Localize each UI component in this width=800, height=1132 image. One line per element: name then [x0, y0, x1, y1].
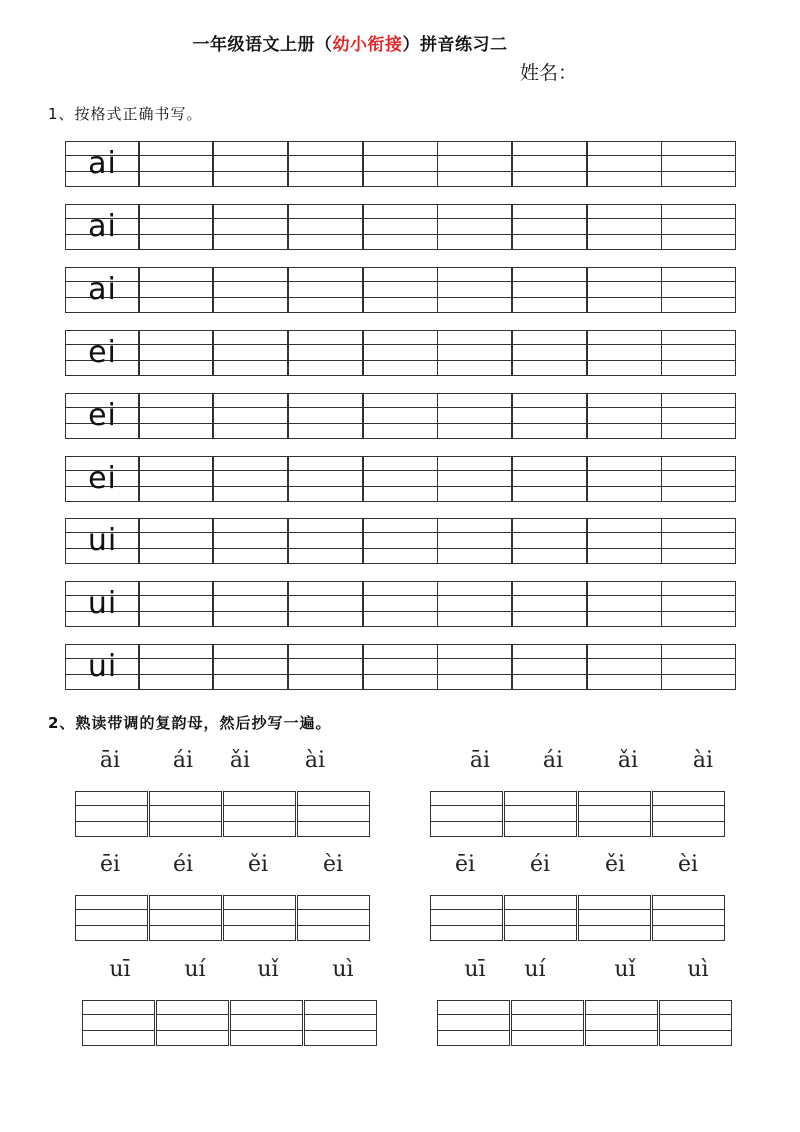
writing-cell[interactable]: [363, 581, 438, 627]
writing-cell[interactable]: [288, 267, 363, 313]
copy-writing-cell[interactable]: [430, 791, 503, 837]
writing-cell[interactable]: [437, 581, 512, 627]
writing-cell[interactable]: [512, 204, 587, 250]
model-pinyin: ai: [88, 146, 117, 181]
writing-cell[interactable]: [437, 141, 512, 187]
writing-row: [65, 267, 737, 313]
writing-cell[interactable]: [138, 456, 213, 502]
writing-cell[interactable]: [138, 330, 213, 376]
tone-pinyin-label: éi: [529, 852, 551, 877]
writing-cell[interactable]: [213, 456, 288, 502]
writing-cell[interactable]: [138, 581, 213, 627]
copy-writing-cell[interactable]: [75, 791, 148, 837]
writing-row: [65, 456, 737, 502]
copy-writing-cell[interactable]: [223, 895, 296, 941]
model-cell: [65, 393, 140, 439]
writing-cell[interactable]: [587, 518, 662, 564]
writing-cell[interactable]: [661, 456, 736, 502]
copy-writing-cell[interactable]: [652, 895, 725, 941]
copy-writing-cell[interactable]: [149, 791, 222, 837]
worksheet-title: [0, 30, 700, 55]
writing-cell[interactable]: [363, 141, 438, 187]
tone-pinyin-label: uī: [464, 957, 486, 982]
writing-row: [65, 204, 737, 250]
writing-cell[interactable]: [512, 330, 587, 376]
model-cell: [65, 330, 140, 376]
writing-cell[interactable]: [213, 581, 288, 627]
model-cell: [65, 644, 140, 690]
writing-cell[interactable]: [363, 644, 438, 690]
tone-pinyin-label: ǎi: [617, 748, 639, 773]
copy-writing-cell[interactable]: [149, 895, 222, 941]
writing-cell[interactable]: [363, 204, 438, 250]
copy-writing-cell[interactable]: [511, 1000, 584, 1046]
copy-writing-cell[interactable]: [504, 791, 577, 837]
writing-cell[interactable]: [138, 204, 213, 250]
tone-pinyin-label: ēi: [454, 852, 476, 877]
tone-pinyin-label: āi: [99, 748, 121, 773]
model-pinyin: ei: [88, 335, 117, 370]
writing-cell[interactable]: [138, 644, 213, 690]
writing-cell[interactable]: [512, 644, 587, 690]
copy-writing-cell[interactable]: [437, 1000, 510, 1046]
writing-cell[interactable]: [512, 581, 587, 627]
title-highlight: 幼小衔接: [332, 35, 403, 55]
copy-writing-cell[interactable]: [75, 895, 148, 941]
writing-cell[interactable]: [437, 204, 512, 250]
writing-cell[interactable]: [213, 141, 288, 187]
name-label: 姓名：: [520, 62, 578, 84]
writing-cell[interactable]: [437, 644, 512, 690]
writing-cell[interactable]: [512, 456, 587, 502]
tone-pinyin-label: ài: [692, 748, 714, 773]
tone-pinyin-label: ěi: [247, 852, 269, 877]
tone-pinyin-label: ǎi: [229, 748, 251, 773]
tone-pinyin-label: éi: [172, 852, 194, 877]
model-pinyin: ai: [88, 209, 117, 244]
writing-cell[interactable]: [288, 644, 363, 690]
writing-cell[interactable]: [512, 518, 587, 564]
writing-row: [65, 141, 737, 187]
writing-cell[interactable]: [587, 330, 662, 376]
writing-cell[interactable]: [661, 393, 736, 439]
writing-cell[interactable]: [363, 330, 438, 376]
writing-cell[interactable]: [587, 204, 662, 250]
writing-cell[interactable]: [437, 456, 512, 502]
copy-writing-cell[interactable]: [82, 1000, 155, 1046]
tone-pinyin-label: uí: [184, 957, 206, 982]
tone-pinyin-label: uǐ: [614, 957, 636, 982]
writing-cell[interactable]: [288, 204, 363, 250]
copy-writing-cell[interactable]: [297, 895, 370, 941]
copy-writing-cell[interactable]: [652, 791, 725, 837]
writing-cell[interactable]: [437, 518, 512, 564]
writing-cell[interactable]: [363, 518, 438, 564]
copy-writing-cell[interactable]: [156, 1000, 229, 1046]
writing-cell[interactable]: [512, 393, 587, 439]
title-suffix: ）拼音练习二: [402, 35, 508, 55]
writing-cell[interactable]: [661, 267, 736, 313]
writing-cell[interactable]: [213, 204, 288, 250]
copy-writing-cell[interactable]: [659, 1000, 732, 1046]
writing-cell[interactable]: [138, 518, 213, 564]
copy-writing-cell[interactable]: [230, 1000, 303, 1046]
writing-row: [65, 393, 737, 439]
writing-cell[interactable]: [661, 141, 736, 187]
writing-cell[interactable]: [288, 581, 363, 627]
writing-cell[interactable]: [288, 393, 363, 439]
writing-cell[interactable]: [661, 518, 736, 564]
model-pinyin: ei: [88, 461, 117, 496]
copy-writing-cell[interactable]: [578, 895, 651, 941]
model-pinyin: ui: [87, 586, 118, 621]
section1-heading: 1、按格式正确书写。: [48, 105, 203, 123]
writing-cell[interactable]: [363, 393, 438, 439]
tone-pinyin-label: ēi: [99, 852, 121, 877]
writing-cell[interactable]: [587, 644, 662, 690]
writing-cell[interactable]: [363, 267, 438, 313]
writing-cell[interactable]: [288, 456, 363, 502]
tone-pinyin-label: èi: [322, 852, 344, 877]
writing-row: [65, 518, 737, 564]
tone-pinyin-label: uǐ: [257, 957, 279, 982]
writing-cell[interactable]: [213, 518, 288, 564]
writing-cell[interactable]: [512, 267, 587, 313]
tone-pinyin-label: uì: [687, 957, 709, 982]
copy-writing-cell[interactable]: [578, 791, 651, 837]
writing-cell[interactable]: [213, 330, 288, 376]
tone-pinyin-label: ěi: [604, 852, 626, 877]
writing-cell[interactable]: [661, 204, 736, 250]
writing-cell[interactable]: [437, 330, 512, 376]
model-cell: [65, 518, 140, 564]
writing-cell[interactable]: [661, 330, 736, 376]
model-pinyin: ui: [87, 523, 118, 558]
copy-writing-cell[interactable]: [430, 895, 503, 941]
model-cell: [65, 456, 140, 502]
writing-row: [65, 330, 737, 376]
copy-writing-cell[interactable]: [504, 895, 577, 941]
tone-pinyin-label: ái: [542, 748, 564, 773]
writing-cell[interactable]: [437, 393, 512, 439]
writing-cell[interactable]: [587, 141, 662, 187]
tone-pinyin-label: uī: [109, 957, 131, 982]
writing-cell[interactable]: [587, 393, 662, 439]
writing-cell[interactable]: [587, 581, 662, 627]
tone-pinyin-label: ài: [304, 748, 326, 773]
copy-writing-cell[interactable]: [304, 1000, 377, 1046]
writing-cell[interactable]: [213, 267, 288, 313]
copy-writing-cell[interactable]: [297, 791, 370, 837]
writing-cell[interactable]: [587, 267, 662, 313]
writing-cell[interactable]: [138, 267, 213, 313]
writing-cell[interactable]: [587, 456, 662, 502]
writing-cell[interactable]: [288, 141, 363, 187]
model-pinyin: ai: [88, 272, 117, 307]
tone-pinyin-label: āi: [469, 748, 491, 773]
writing-row: [65, 581, 737, 627]
title-prefix: 一年级语文上册（: [192, 35, 333, 55]
writing-cell[interactable]: [661, 644, 736, 690]
writing-row: [65, 644, 737, 690]
copy-writing-cell[interactable]: [585, 1000, 658, 1046]
writing-cell[interactable]: [288, 330, 363, 376]
writing-cell[interactable]: [363, 456, 438, 502]
model-cell: [65, 141, 140, 187]
tone-pinyin-label: ái: [172, 748, 194, 773]
tone-pinyin-label: èi: [677, 852, 699, 877]
model-cell: [65, 204, 140, 250]
writing-cell[interactable]: [512, 141, 587, 187]
model-pinyin: ui: [87, 649, 118, 684]
tone-pinyin-label: uí: [524, 957, 546, 982]
writing-cell[interactable]: [288, 518, 363, 564]
model-cell: [65, 581, 140, 627]
copy-writing-cell[interactable]: [223, 791, 296, 837]
model-cell: [65, 267, 140, 313]
writing-cell[interactable]: [661, 581, 736, 627]
model-pinyin: ei: [88, 398, 117, 433]
writing-cell[interactable]: [213, 393, 288, 439]
section2-heading: 2、熟读带调的复韵母，然后抄写一遍。: [48, 714, 332, 732]
writing-cell[interactable]: [437, 267, 512, 313]
tone-pinyin-label: uì: [332, 957, 354, 982]
writing-cell[interactable]: [138, 393, 213, 439]
writing-cell[interactable]: [138, 141, 213, 187]
writing-cell[interactable]: [213, 644, 288, 690]
